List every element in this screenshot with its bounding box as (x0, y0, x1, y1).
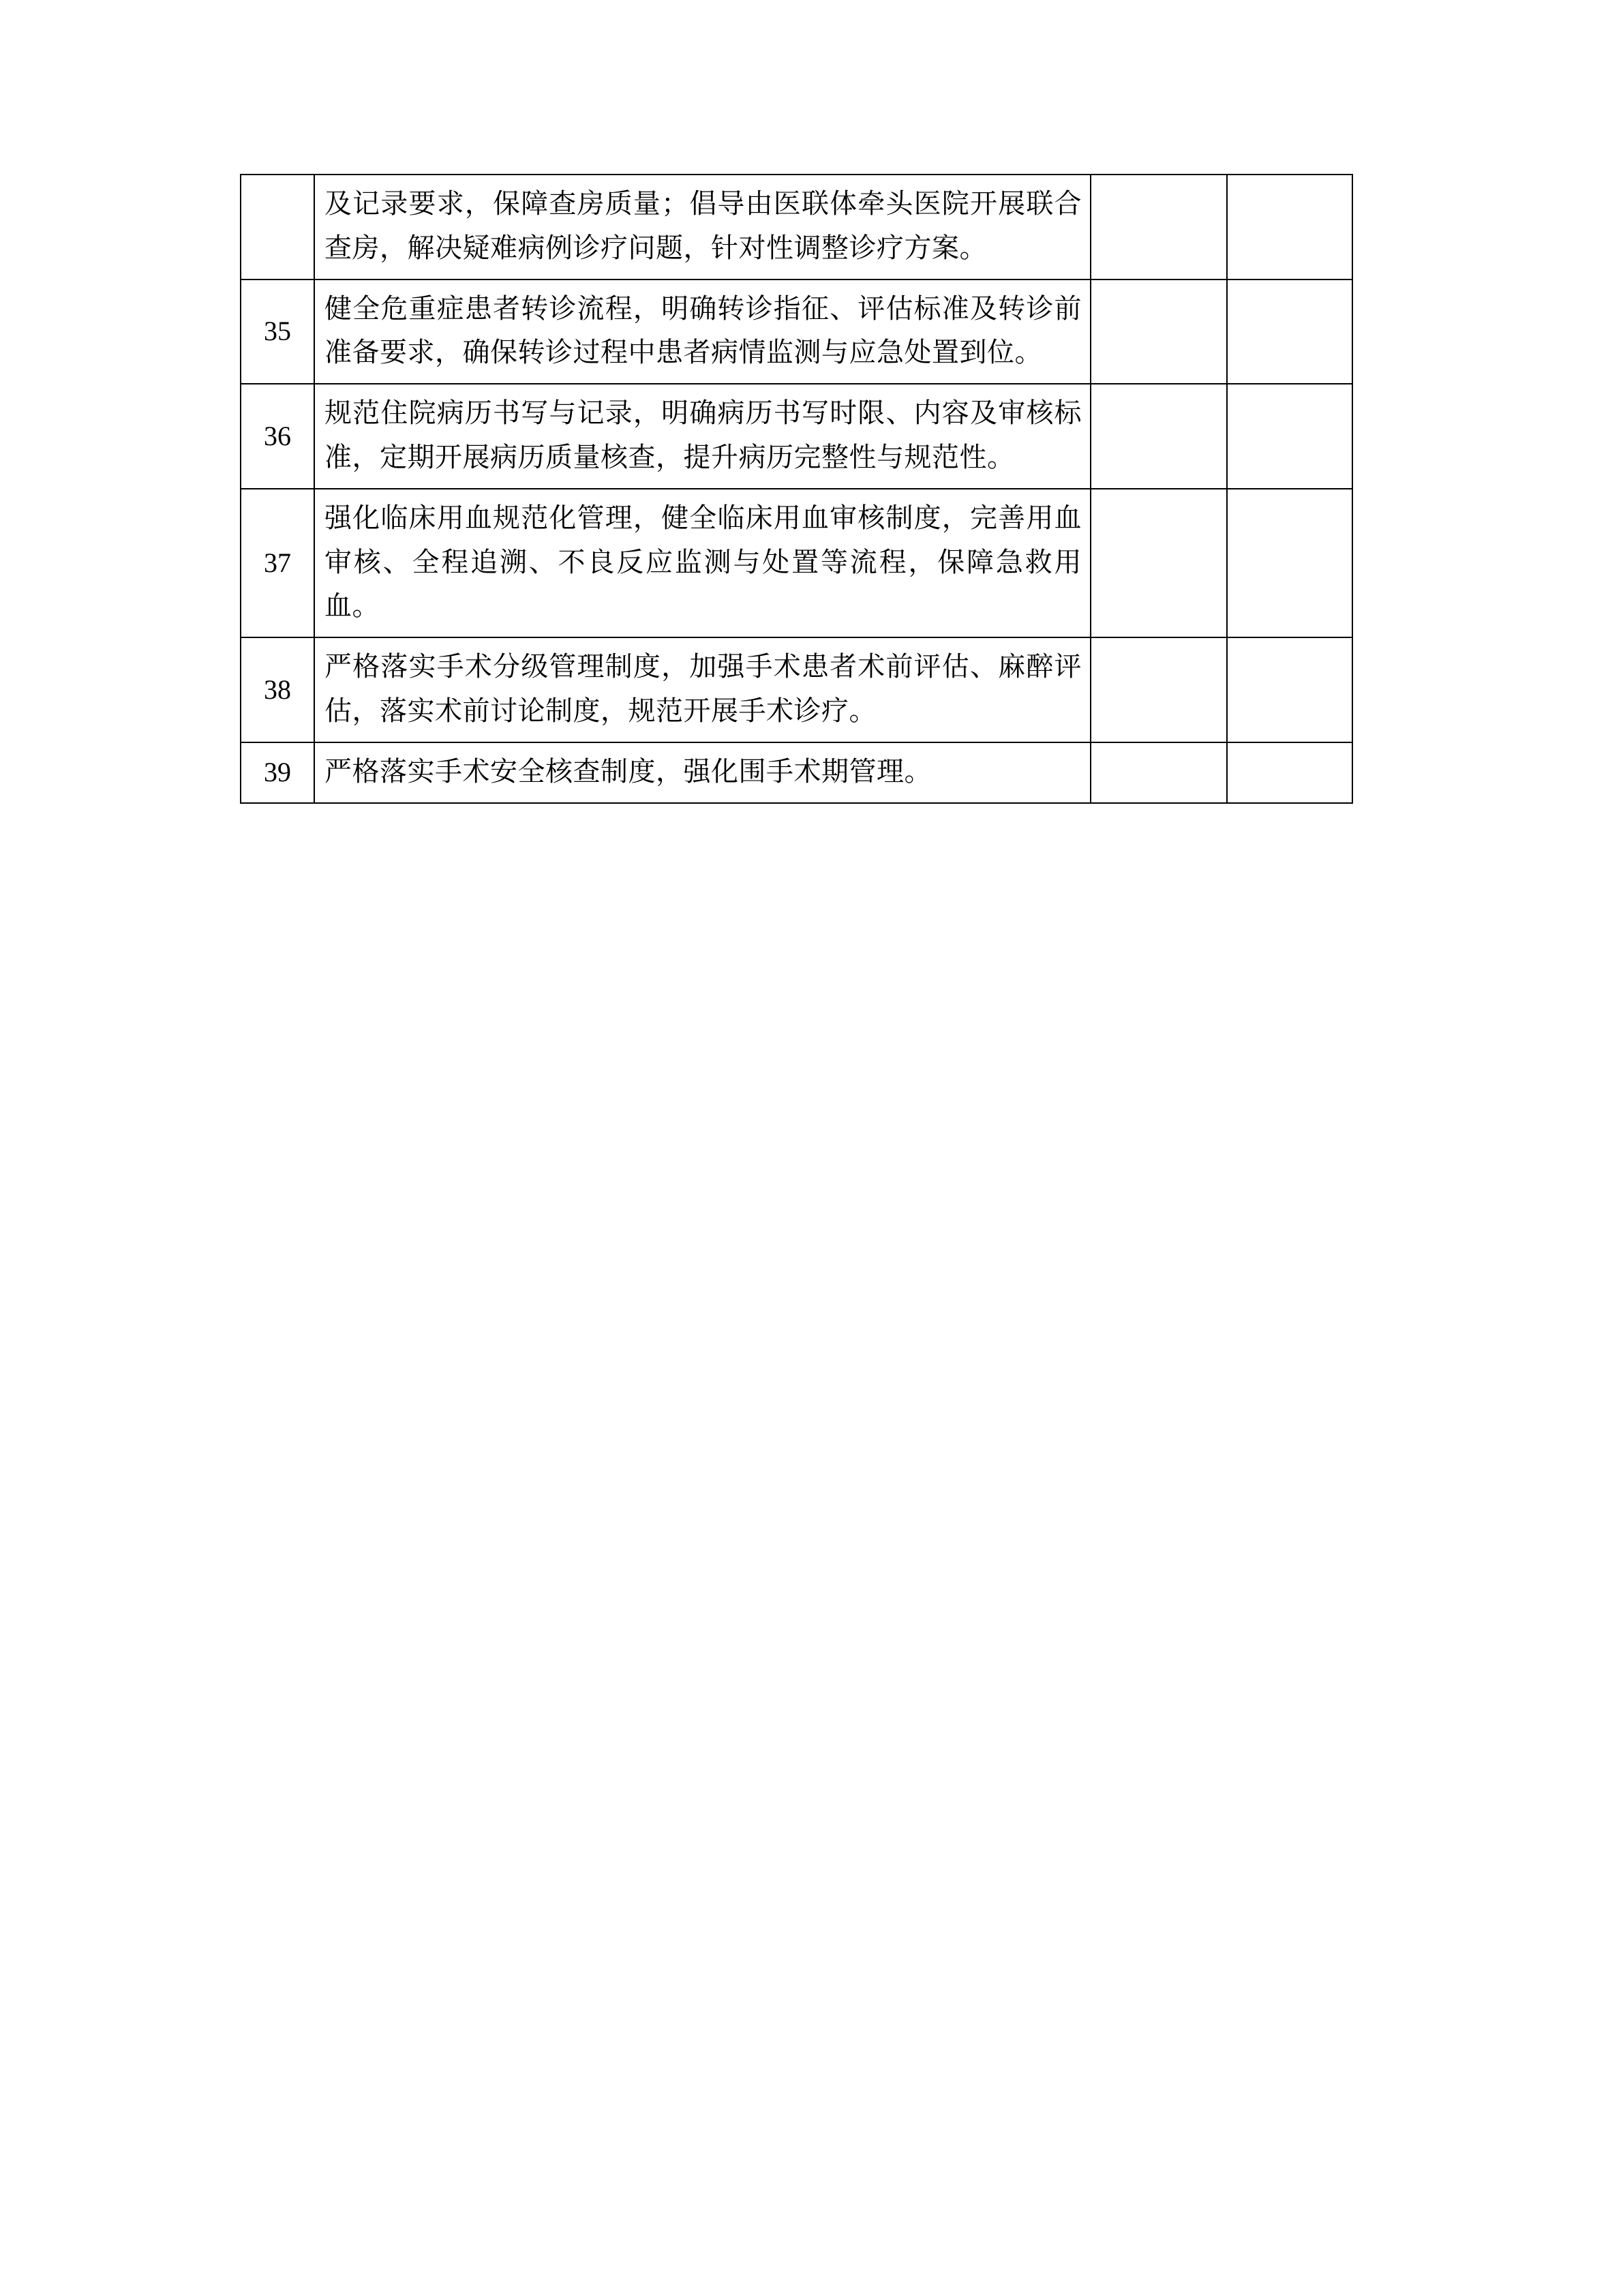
row-content: 健全危重症患者转诊流程，明确转诊指征、评估标准及转诊前准备要求，确保转诊过程中患者病情监测与应急处置到位。 (314, 280, 1091, 384)
table-row (241, 384, 1352, 489)
row-col4 (1227, 384, 1352, 489)
table-row (241, 489, 1352, 637)
row-number: 35 (241, 280, 314, 384)
row-number (241, 175, 314, 280)
row-col3 (1091, 384, 1227, 489)
table-row (241, 742, 1352, 803)
row-col4 (1227, 742, 1352, 803)
row-number: 37 (241, 489, 314, 637)
table-row (241, 637, 1352, 742)
row-col3 (1091, 637, 1227, 742)
row-content: 严格落实手术分级管理制度，加强手术患者术前评估、麻醉评估，落实术前讨论制度，规范开展手术诊疗。 (314, 637, 1091, 742)
row-content: 严格落实手术安全核查制度，强化围手术期管理。 (314, 742, 1091, 803)
row-col4 (1227, 280, 1352, 384)
table-row (241, 280, 1352, 384)
row-col3 (1091, 280, 1227, 384)
row-col4 (1227, 175, 1352, 280)
row-col4 (1227, 637, 1352, 742)
row-col3 (1091, 175, 1227, 280)
row-content: 规范住院病历书写与记录，明确病历书写时限、内容及审核标准，定期开展病历质量核查，提升病历完整性与规范性。 (314, 384, 1091, 489)
table-row (241, 175, 1352, 280)
row-number: 39 (241, 742, 314, 803)
row-col3 (1091, 742, 1227, 803)
row-col4 (1227, 489, 1352, 637)
requirements-table (240, 174, 1353, 804)
row-content: 及记录要求，保障查房质量；倡导由医联体牵头医院开展联合查房，解决疑难病例诊疗问题，针对性调整诊疗方案。 (314, 175, 1091, 280)
row-col3 (1091, 489, 1227, 637)
row-number: 38 (241, 637, 314, 742)
row-content: 强化临床用血规范化管理，健全临床用血审核制度，完善用血审核、全程追溯、不良反应监测与处置等流程，保障急救用血。 (314, 489, 1091, 637)
row-number: 36 (241, 384, 314, 489)
